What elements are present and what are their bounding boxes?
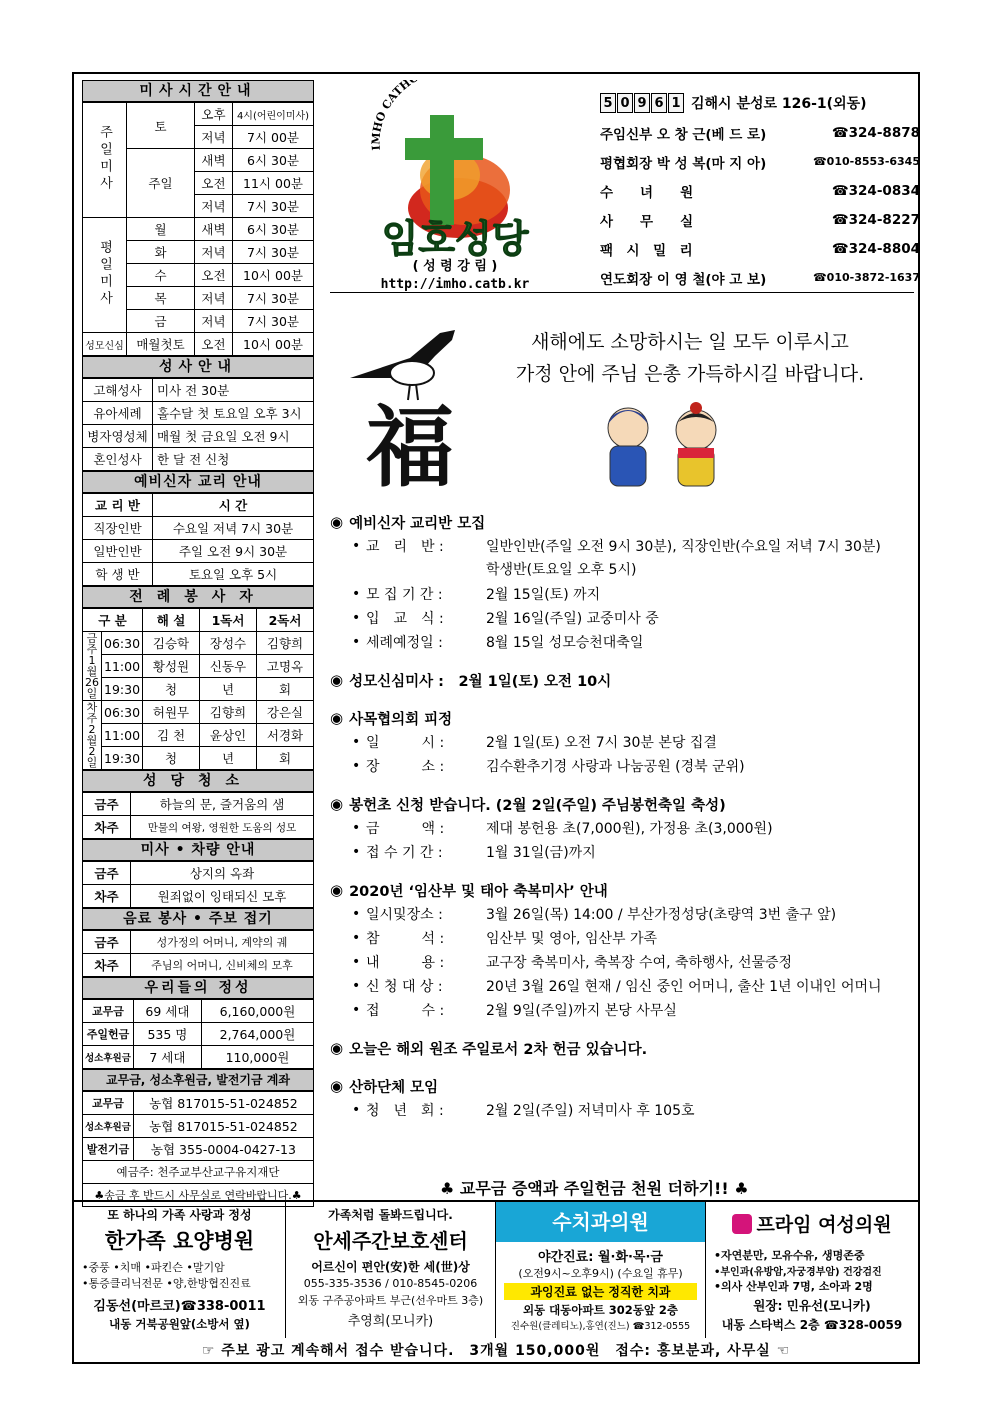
cell: 일반인반 (83, 540, 153, 563)
section-title (330, 510, 910, 534)
item-value: 2월 16일(주일) 교중미사 중 (486, 611, 659, 627)
section-title-text: 성모신심미사 : 2월 1일(토) 오전 10시 (349, 673, 612, 690)
cell: 11:00 (102, 724, 143, 747)
cell: 김 천 (143, 724, 200, 747)
url-text: http://imho.catb.kr (380, 277, 530, 292)
circle-bullet-icon: ◉ (330, 1077, 344, 1095)
section-item (330, 1098, 910, 1122)
item-value: 3월 26일(목) 14:00 / 부산가정성당(초량역 3번 출구 앞) (486, 907, 837, 923)
section-item (330, 630, 910, 654)
bullet-icon: • (352, 610, 361, 626)
bok-text: 福 (365, 395, 455, 498)
cell: 수요일 저녁 7시 30분 (153, 517, 314, 540)
cleaning-title: 성당청소 (82, 770, 314, 792)
cell: 차주 (83, 816, 131, 839)
cell: 미사 전 30분 (153, 379, 314, 402)
item-value: 1월 31일(금)까지 (486, 845, 596, 861)
item-key: 일 시 : (366, 735, 445, 751)
cell: 06:30 (102, 632, 143, 655)
bullet-icon: • (352, 1102, 361, 1118)
drinks-title: 음료 봉사 • 주보 접기 (82, 908, 314, 930)
item-key: 일시및장소 : (366, 907, 443, 923)
item-key: 세례예정일 : (366, 635, 443, 651)
contact-name: 연도회장 이 영 철(야 고 보) (600, 271, 767, 288)
ad-tagline: 또 하나의 가족 사랑과 정성 (107, 1208, 252, 1222)
section-item-continued: 학생반(토요일 오후 5시) (486, 562, 637, 578)
vehicle-title: 미사 • 차량 안내 (82, 839, 314, 861)
sat-label: 토 (127, 103, 195, 149)
cell: 2,764,000원 (201, 1023, 313, 1046)
section-title (330, 1074, 910, 1098)
ad-anse (286, 1202, 496, 1338)
contact-row (600, 205, 920, 234)
cell: 금주 (83, 931, 131, 954)
cell: 6,160,000원 (201, 1000, 313, 1023)
section-title-text: 예비신자 교리반 모집 (349, 515, 486, 532)
cell: 6시 30분 (233, 149, 314, 172)
sunday-mass-label: 주일미사 (83, 103, 127, 218)
item-key: 모 집 기 간 : (366, 587, 443, 603)
contact-name: 팩 시 밀 리 (600, 242, 693, 259)
cell: 2독서 (257, 609, 314, 632)
cell: 강은실 (257, 701, 314, 724)
section-item (330, 926, 910, 950)
cell: 교무금 (83, 1092, 134, 1115)
cell: 매월 첫 금요일 오전 9시 (153, 425, 314, 448)
cell: 06:30 (102, 701, 143, 724)
cell: 7 세대 (133, 1046, 201, 1069)
zip-digit: 0 (617, 93, 633, 113)
cell: 매월첫토 (127, 333, 195, 356)
greeting-line: 새해에도 소망하시는 일 모두 이루시고 (531, 331, 849, 353)
contact-phone: ☎010-3872-1637 (812, 271, 920, 284)
item-key: 참 석 : (366, 931, 445, 947)
section-title (330, 706, 910, 730)
cell: 년 (200, 747, 257, 770)
contact-row (600, 234, 920, 263)
cell: 7시 30분 (233, 241, 314, 264)
cell: 주일 오전 9시 30분 (153, 540, 314, 563)
cell: 새벽 (195, 218, 233, 241)
cell: 고해성사 (83, 379, 153, 402)
cell: 허원무 (143, 701, 200, 724)
cell: 저녁 (195, 287, 233, 310)
announcement-section (330, 668, 910, 692)
ad-name: 안세주간보호센터 (313, 1229, 468, 1253)
ad-dental (496, 1202, 706, 1338)
ad-line: •중풍 •치매 •파킨슨 •말기암 (82, 1261, 225, 1274)
cell: 금주 (83, 793, 131, 816)
bullet-icon: • (352, 1002, 361, 1018)
zip-digit: 6 (651, 93, 667, 113)
greeting-line: 가정 안에 주님 은총 가득하시길 바랍니다. (515, 363, 865, 385)
announcement-section (330, 706, 910, 778)
cell: 홀수달 첫 토요일 오후 3시 (153, 402, 314, 425)
catechumen-title: 예비신자 교리 안내 (82, 471, 314, 493)
mass-title: 미사시간안내 (82, 80, 314, 102)
ad-line: •의사 산부인과 7명, 소아과 2명 (714, 1280, 873, 1293)
accounts-table (82, 1091, 314, 1207)
cell: 4시(어린이미사) (233, 103, 314, 126)
cell: 성소후원금 (83, 1046, 134, 1069)
vehicle-table (82, 861, 314, 908)
cell: 농협 355-0004-0427-13 (133, 1138, 313, 1161)
cell: 발전기금 (83, 1138, 134, 1161)
cell: 차주 2월 2일 (83, 701, 102, 770)
cell: 차주 (83, 954, 131, 977)
zip-digit: 9 (634, 93, 650, 113)
announcement-section (330, 510, 910, 654)
ad-line: •부인과(유방암,자궁경부암) 건강검진 (714, 1267, 882, 1278)
account-note: ♣송금 후 반드시 사무실로 연락바랍니다.♣ (83, 1184, 314, 1207)
sacrament-title: 성사안내 (82, 356, 314, 378)
sacrament-table (82, 378, 314, 471)
cell: 김승학 (143, 632, 200, 655)
bullet-icon: • (352, 906, 361, 922)
ad-line: 외동 구주공아파트 부근(선우마트 3층) (297, 1294, 484, 1307)
arc-text: IMHO CATH (369, 80, 414, 151)
ad-contact: 진수원(클레티노),홍연(진느) ☎312-0555 (510, 1321, 691, 1332)
item-value: 2월 2일(주일) 저녁미사 후 105호 (486, 1103, 695, 1119)
cell: 저녁 (195, 310, 233, 333)
item-value: 김수환추기경 사랑과 나눔공원 (경북 군위) (486, 759, 745, 775)
cell: 11시 00분 (233, 172, 314, 195)
cell: 수 (127, 264, 195, 287)
circle-bullet-icon: ◉ (330, 795, 344, 813)
church-logo-icon (330, 80, 580, 294)
item-key: 장 소 : (366, 759, 445, 775)
circle-bullet-icon: ◉ (330, 881, 344, 899)
item-value: 일반인반(주일 오전 9시 30분), 직장인반(수요일 저녁 7시 30분) (486, 539, 881, 555)
cell: 상지의 옥좌 (131, 862, 314, 885)
announcement-section (330, 1074, 910, 1122)
greeting (480, 326, 900, 390)
ad-tagline: 가족처럼 돌봐드립니다. (328, 1208, 453, 1222)
footer-note: ♣ 교무금 증액과 주일헌금 천원 더하기!! ♣ (440, 1179, 749, 1198)
ad-name-banner: 수치과의원 (496, 1202, 705, 1242)
cleaning-table (82, 792, 314, 839)
section-title-text: 오늘은 해외 원조 주일로서 2차 헌금 있습니다. (349, 1041, 648, 1058)
address-row (600, 88, 920, 118)
item-key: 금 액 : (366, 821, 445, 837)
cell: 황성원 (143, 655, 200, 678)
circle-bullet-icon: ◉ (330, 513, 344, 531)
bullet-icon: • (352, 758, 361, 774)
item-key: 신 청 대 상 : (366, 979, 443, 995)
circle-bullet-icon: ◉ (330, 671, 344, 689)
cell: 농협 817015-51-024852 (133, 1092, 313, 1115)
section-item (330, 974, 910, 998)
circle-bullet-icon: ◉ (330, 1039, 344, 1057)
cell: 오전 (195, 264, 233, 287)
bullet-icon: • (352, 954, 361, 970)
section-item (330, 816, 910, 840)
cell: 년 (200, 678, 257, 701)
church-logo (330, 80, 580, 294)
catechumen-table (82, 493, 314, 586)
hanbok-children-icon (596, 398, 736, 490)
circle-bullet-icon: ◉ (330, 709, 344, 727)
cell: 청 (143, 747, 200, 770)
section-title-text: 2020년 ‘임산부 및 태아 축복미사’ 안내 (349, 883, 608, 900)
section-title (330, 878, 910, 902)
cell: 목 (127, 287, 195, 310)
ad-line: •통증클리닉전문 •양,한방협진진료 (82, 1277, 251, 1290)
cell: 병자영성체 (83, 425, 153, 448)
cell: 금 (127, 310, 195, 333)
cell: 금주 (83, 862, 131, 885)
item-key: 입 교 식 : (366, 611, 444, 627)
cell: 토요일 오후 5시 (153, 563, 314, 586)
item-value: 8월 15일 성모승천대축일 (486, 635, 644, 651)
item-value: 임산부 및 영아, 임산부 가족 (486, 931, 658, 947)
cell: 새벽 (195, 149, 233, 172)
bullet-icon: • (352, 844, 361, 860)
cell: 청 (143, 678, 200, 701)
ad-contact: 원장: 민유선(모니카) (753, 1298, 871, 1313)
cell: 1독서 (200, 609, 257, 632)
section-title-text: 봉헌초 신청 받습니다. (2월 2일(주일) 주님봉헌축일 축성) (349, 797, 726, 814)
ad-line: 055-335-3536 / 010-8545-0206 (303, 1277, 478, 1290)
ad-hangajok (74, 1202, 286, 1338)
magpie-bok-icon (340, 318, 480, 498)
ad-address: 내동 스타벅스 2층 ☎328-0059 (721, 1318, 903, 1332)
contact-phone: ☎324-0834 (831, 182, 920, 199)
contact-name: 주임신부 오 창 근(베 드 로) (600, 126, 767, 143)
cell: 성모신심 (83, 333, 127, 356)
item-value: 20년 3월 26일 현재 / 임신 중인 어머니, 출산 1년 이내인 어머니 (486, 979, 882, 995)
bullet-icon: • (352, 634, 361, 650)
section-item (330, 534, 910, 558)
ad-address: 내동 거북공원앞(소방서 옆) (109, 1317, 250, 1331)
ad-line: •자연분만, 모유수유, 생명존중 (714, 1249, 865, 1262)
bullet-icon: • (352, 930, 361, 946)
cell: 한 달 전 신청 (153, 448, 314, 471)
cell: 농협 817015-51-024852 (133, 1115, 313, 1138)
zip-digit: 5 (600, 93, 616, 113)
account-holder: 예금주: 천주교부산교구유지재단 (83, 1161, 314, 1184)
cell: 직장인반 (83, 517, 153, 540)
cell: 회 (257, 747, 314, 770)
ad-line: 외동 대동아파트 302동앞 2층 (522, 1303, 679, 1317)
cell: 혼인성사 (83, 448, 153, 471)
ad-name: 야간진료: 월·화·목·금 (537, 1250, 663, 1265)
cell: 만물의 여왕, 영원한 도움의 성모 (131, 816, 314, 839)
servers-table (82, 608, 314, 770)
zip-digit: 1 (668, 93, 684, 113)
announcements (330, 510, 910, 1136)
cell: 회 (257, 678, 314, 701)
sub-text: ( 성 령 강 림 ) (412, 259, 498, 274)
item-key: 교 리 반 : (366, 539, 444, 555)
cell: 교 리 반 (83, 494, 153, 517)
ads-row (74, 1200, 918, 1338)
ad-contact: 추영희(모니카) (347, 1314, 434, 1329)
contact-phone: ☎324-8804 (831, 240, 920, 257)
cell: 성가정의 어머니, 계약의 궤 (131, 931, 314, 954)
contact-name: 평협회장 박 성 복(마 지 아) (600, 155, 767, 172)
zip-code (600, 93, 685, 113)
cell: 10시 00분 (233, 264, 314, 287)
cell: 10시 00분 (233, 333, 314, 356)
item-value: 2월 15일(토) 까지 (486, 587, 601, 603)
cell: 오전 (195, 333, 233, 356)
contact-list (600, 88, 920, 292)
section-item (330, 582, 910, 606)
cell: 화 (127, 241, 195, 264)
cell: 구 분 (83, 609, 143, 632)
cell: 장성수 (200, 632, 257, 655)
church-header (330, 80, 920, 294)
contact-phone: ☎324-8878 (831, 124, 920, 141)
ad-line: 과잉진료 없는 정직한 치과 (504, 1283, 697, 1300)
cell: 주일헌금 (83, 1023, 134, 1046)
section-title-text: 산하단체 모임 (349, 1079, 439, 1096)
bullet-icon: • (352, 820, 361, 836)
section-item (330, 754, 910, 778)
contact-phone: ☎010-8553-6345 (812, 155, 920, 168)
section-item (330, 998, 910, 1022)
bullet-icon: • (352, 978, 361, 994)
section-item (330, 606, 910, 630)
left-column (82, 80, 314, 1207)
contact-row (600, 147, 920, 176)
section-item (330, 902, 910, 926)
name-text: 임호성당 (381, 217, 529, 261)
cell: 7시 30분 (233, 195, 314, 218)
announcement-section (330, 878, 910, 1022)
cell: 월 (127, 218, 195, 241)
sun-label: 주일 (127, 149, 195, 218)
cell: 시 간 (153, 494, 314, 517)
contact-phone: ☎324-8227 (831, 211, 920, 228)
item-key: 내 용 : (366, 955, 445, 971)
cell: 19:30 (102, 678, 143, 701)
cell: 김향희 (257, 632, 314, 655)
ad-name: 한가족 요양병원 (104, 1229, 255, 1253)
bullet-icon: • (352, 586, 361, 602)
accounts-title: 교무금, 성소후원금, 발전기금 계좌 (82, 1069, 314, 1091)
section-title (330, 1036, 910, 1060)
cell: 김향희 (200, 701, 257, 724)
item-key: 청 년 회 : (366, 1103, 444, 1119)
cell: 535 명 (133, 1023, 201, 1046)
cell: 오전 (195, 172, 233, 195)
cell: 110,000원 (201, 1046, 313, 1069)
cell: 성소후원금 (83, 1115, 134, 1138)
cell: 교무금 (83, 1000, 134, 1023)
cell: 윤상인 (200, 724, 257, 747)
cell: 7시 30분 (233, 310, 314, 333)
item-value: 2월 9일(주일)까지 본당 사무실 (486, 1003, 677, 1019)
section-title-text: 사목협의회 피정 (349, 711, 453, 728)
section-title (330, 668, 910, 692)
ad-line: 어르신이 편안(安)한 세(世)상 (311, 1260, 470, 1274)
section-item (330, 950, 910, 974)
item-key: 접 수 : (366, 1003, 445, 1019)
mass-table (82, 102, 314, 356)
cell: 하늘의 문, 즐거움의 샘 (131, 793, 314, 816)
cell: 19:30 (102, 747, 143, 770)
cell: 유아세례 (83, 402, 153, 425)
announcement-section (330, 792, 910, 864)
cell: 서경화 (257, 724, 314, 747)
cell: 7시 30분 (233, 287, 314, 310)
cell: 11:00 (102, 655, 143, 678)
cell: 저녁 (195, 126, 233, 149)
item-key: 접 수 기 간 : (366, 845, 443, 861)
ad-contact: 김동선(마르코)☎338-0011 (93, 1299, 266, 1314)
bottom-notice: ☞ 주보 광고 계속해서 접수 받습니다. 3개월 150,000원 접수: 홍보분과, 사무실 ☜ (201, 1343, 791, 1359)
prime-logo-icon (732, 1214, 752, 1234)
ad-prime (706, 1202, 918, 1338)
bullet-icon: • (352, 734, 361, 750)
cell: 차주 (83, 885, 131, 908)
ad-name-row (706, 1210, 918, 1237)
section-item (330, 840, 910, 864)
cell: 오후 (195, 103, 233, 126)
cell: 69 세대 (133, 1000, 201, 1023)
cell: 6시 30분 (233, 218, 314, 241)
cell: 금주 1월 26일 (83, 632, 102, 701)
cell: 저녁 (195, 195, 233, 218)
contact-name: 수 녀 원 (600, 184, 694, 201)
cell: 주님의 어머니, 신비체의 모후 (131, 954, 314, 977)
cell: 원죄없이 잉태되신 모후 (131, 885, 314, 908)
servers-title: 전례봉사자 (82, 586, 314, 608)
cell: 저녁 (195, 241, 233, 264)
item-value: 제대 봉헌용 초(7,000원), 가정용 초(3,000원) (486, 821, 773, 837)
offering-table (82, 999, 314, 1069)
ad-name: 프라임 여성의원 (756, 1214, 892, 1236)
item-value: 교구장 축복미사, 축복장 수여, 축하행사, 선물증정 (486, 955, 793, 971)
cell: 신동우 (200, 655, 257, 678)
contact-row (600, 263, 920, 292)
drinks-table (82, 930, 314, 977)
cell: 고명옥 (257, 655, 314, 678)
bullet-icon: • (352, 538, 361, 554)
offering-title: 우리들의 정성 (82, 977, 314, 999)
section-title (330, 792, 910, 816)
announcement-section (330, 1036, 910, 1060)
item-value: 2월 1일(토) 오전 7시 30분 본당 집결 (486, 735, 717, 751)
address: 김해시 분성로 126-1(외동) (691, 96, 867, 112)
contact-row (600, 176, 920, 205)
header-divider (330, 292, 914, 293)
section-item (330, 730, 910, 754)
contact-name: 사 무 실 (600, 213, 694, 230)
weekday-mass-label: 평일미사 (83, 218, 127, 333)
contact-row (600, 118, 920, 147)
ad-line: (오전9시~오후9시) (수요일 휴무) (518, 1267, 683, 1280)
cell: 해 설 (143, 609, 200, 632)
cell: 7시 00분 (233, 126, 314, 149)
cell: 학 생 반 (83, 563, 153, 586)
